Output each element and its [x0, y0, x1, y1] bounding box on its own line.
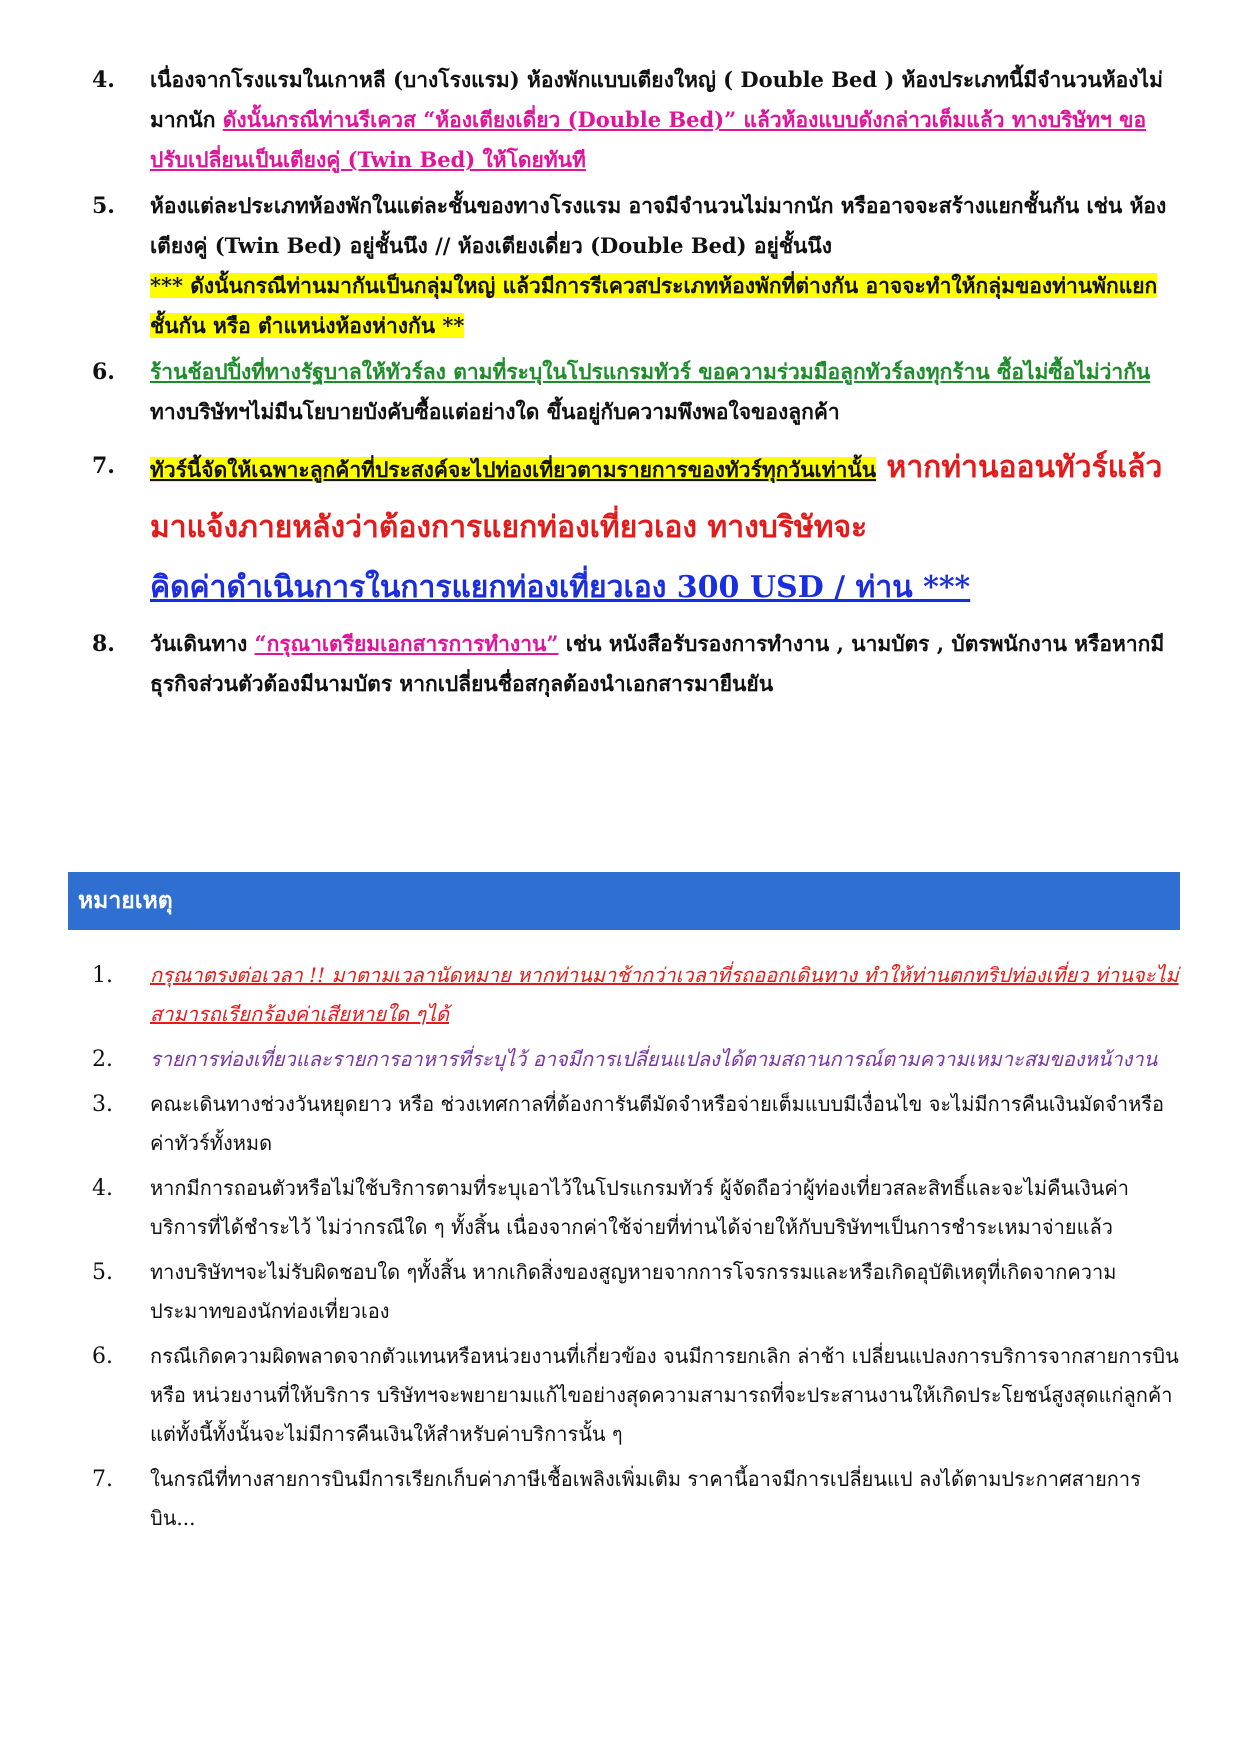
- item-text: คณะเดินทางช่วงวันหยุดยาว หรือ ช่วงเทศกาลที่ต้องการันตีมัดจำหรือจ่ายเต็มแบบมีเงื่อนไข จะไม่มีการคืนเงินมัดจำหรือค่าทัวร์ทั้งหมด: [150, 1092, 1165, 1155]
- item-text: [150, 352, 1180, 432]
- item-text: หากมีการถอนตัวหรือไม่ใช้บริการตามที่ระบุเอาไว้ในโปรแกรมทัวร์ ผู้จัดถือว่าผู้ท่องเที่ยวสละสิทธิ์และจะไม่คืนเงินค่าบริการที่ได้ชำระไว้ ไม่ว่ากรณีใด ๆ ทั้งสิ้น เนื่องจากค่าใช้จ่ายที่ท่านได้จ่ายให้กับบริษัทฯเป็นการชำระเหมาจ่ายแล้ว: [150, 1176, 1130, 1239]
- remark-item-5: [92, 1253, 1180, 1331]
- item-5-highlight: *** ดังนั้นกรณีท่านมากันเป็นกลุ่มใหญ่ แล้วมีการรีเควสประเภทห้องพักที่ต่างกัน อาจจะทำให้กลุ่มของท่านพักแยกชั้นกัน หรือ ตำแหน่งห้องห่างกัน **: [150, 273, 1158, 338]
- condition-item-8: [92, 624, 1180, 704]
- item-7-highlight: ทัวร์นี้จัดให้เฉพาะลูกค้าที่ประสงค์จะไปท่องเที่ยวตามรายการของทัวร์ทุกวันเท่านั้น: [150, 457, 877, 482]
- remark-item-1: [92, 956, 1180, 1034]
- remark-item-4: [92, 1169, 1180, 1247]
- item-5-text: ห้องแต่ละประเภทห้องพักในแต่ละชั้นของทางโรงแรม อาจมีจำนวนไม่มากนัก หรืออาจจะสร้างแยกชั้นกัน เช่น ห้องเตียงคู่ (Twin Bed) อยู่ชั้นนึง // ห้องเตียงเดี่ยว (Double Bed) อยู่ชั้นนึง: [150, 193, 1167, 258]
- remarks-list: [92, 956, 1180, 1544]
- item-number: 6.: [92, 359, 115, 385]
- item-number: 7.: [92, 453, 115, 479]
- remark-item-6: [92, 1337, 1180, 1454]
- section-title: หมายเหตุ: [78, 887, 173, 914]
- remark-item-2: [92, 1040, 1180, 1079]
- item-text: [150, 438, 1180, 618]
- condition-item-7: [92, 438, 1180, 618]
- item-number: 7.: [92, 1467, 113, 1492]
- item-8-highlight: “กรุณาเตรียมเอกสารการทำงาน”: [254, 631, 559, 656]
- item-number: 6.: [92, 1344, 113, 1369]
- remark-item-7: [92, 1460, 1180, 1538]
- item-text: ในกรณีที่ทางสายการบินมีการเรียกเก็บค่าภาษีเชื้อเพลิงเพิ่มเติม ราคานี้อาจมีการเปลี่ยนแป ลงได้ตามประกาศสายการบิน...: [150, 1467, 1141, 1530]
- item-text: [150, 60, 1180, 180]
- conditions-list: [92, 60, 1180, 710]
- item-7-warning: หากท่านออนทัวร์แล้วมาแจ้งภายหลังว่าต้องการแยกท่องเที่ยวเอง ทางบริษัทจะ: [150, 450, 1163, 545]
- item-number: 5.: [92, 193, 115, 219]
- item-text: ทางบริษัทฯจะไม่รับผิดชอบใด ๆทั้งสิ้น หากเกิดสิ่งของสูญหายจากการโจรกรรมและหรือเกิดอุบัติเหตุที่เกิดจากความประมาทของนักท่องเที่ยวเอง: [150, 1260, 1117, 1323]
- item-number: 4.: [92, 1176, 113, 1201]
- item-text: กรุณาตรงต่อเวลา !! มาตามเวลานัดหมาย หากท่านมาช้ากว่าเวลาที่รถออกเดินทาง ทำให้ท่านตกทริปท่องเที่ยว ท่านจะไม่สามารถเรียกร้องค่าเสียหายใด ๆได้: [150, 963, 1179, 1026]
- condition-item-5: [92, 186, 1180, 346]
- item-4-text: เนื่องจากโรงแรมในเกาหลี (บางโรงแรม) ห้องพักแบบเตียงใหญ่ ( Double Bed ) ห้องประเภทนี้มีจำนวนห้องไม่มากนัก: [150, 67, 1163, 132]
- item-4-highlight: ดังนั้นกรณีท่านรีเควส “ห้องเตียงเดี่ยว (Double Bed)” แล้วห้องแบบดังกล่าวเต็มแล้ว ทางบริษัทฯ ขอปรับเปลี่ยนเป็นเตียงคู่ (Twin Bed) ให้โดยทันที: [150, 107, 1147, 172]
- item-number: 5.: [92, 1260, 113, 1285]
- item-number: 1.: [92, 963, 113, 988]
- item-number: 8.: [92, 631, 115, 657]
- item-text: กรณีเกิดความผิดพลาดจากตัวแทนหรือหน่วยงานที่เกี่ยวข้อง จนมีการยกเลิก ล่าช้า เปลี่ยนแปลงการบริการจากสายการบิน หรือ หน่วยงานที่ให้บริการ บริษัทฯจะพยายามแก้ไขอย่างสุดความสามารถที่จะประสานงานให้เกิดประโยชน์สูงสุดแก่ลูกค้า แต่ทั้งนี้ทั้งนั้นจะไม่มีการคืนเงินให้สำหรับค่าบริการนั้น ๆ: [150, 1344, 1179, 1446]
- item-6-highlight: ร้านช้อปปิ้งที่ทางรัฐบาลให้ทัวร์ลง ตามที่ระบุในโปรแกรมทัวร์ ขอความร่วมมือลูกทัวร์ลงทุกร้าน ซื้อไม่ซื้อไม่ว่ากัน: [150, 359, 1151, 384]
- section-header-remarks: [68, 872, 1180, 930]
- item-6-text: ทางบริษัทฯไม่มีนโยบายบังคับซื้อแต่อย่างใด ขึ้นอยู่กับความพึงพอใจของลูกค้า: [150, 399, 840, 424]
- item-number: 4.: [92, 67, 115, 93]
- item-8-text-a: วันเดินทาง: [150, 631, 255, 656]
- item-number: 2.: [92, 1047, 113, 1072]
- remark-item-3: [92, 1085, 1180, 1163]
- condition-item-4: [92, 60, 1180, 180]
- condition-item-6: [92, 352, 1180, 432]
- item-text: [150, 186, 1180, 346]
- item-8-text-b: เช่น หนังสือรับรองการทำงาน , นามบัตร , บัตรพนักงาน หรือหากมีธุรกิจส่วนตัวต้องมีนามบัตร หากเปลี่ยนชื่อสกุลต้องนำเอกสารมายืนยัน: [150, 631, 1165, 696]
- item-number: 3.: [92, 1092, 113, 1117]
- item-text: [150, 624, 1180, 704]
- item-7-fee: คิดค่าดำเนินการในการแยกท่องเที่ยวเอง 300 USD / ท่าน ***: [150, 570, 971, 605]
- item-text: รายการท่องเที่ยวและรายการอาหารที่ระบุไว้ อาจมีการเปลี่ยนแปลงได้ตามสถานการณ์ตามความเหมาะสมของหน้างาน: [150, 1047, 1158, 1071]
